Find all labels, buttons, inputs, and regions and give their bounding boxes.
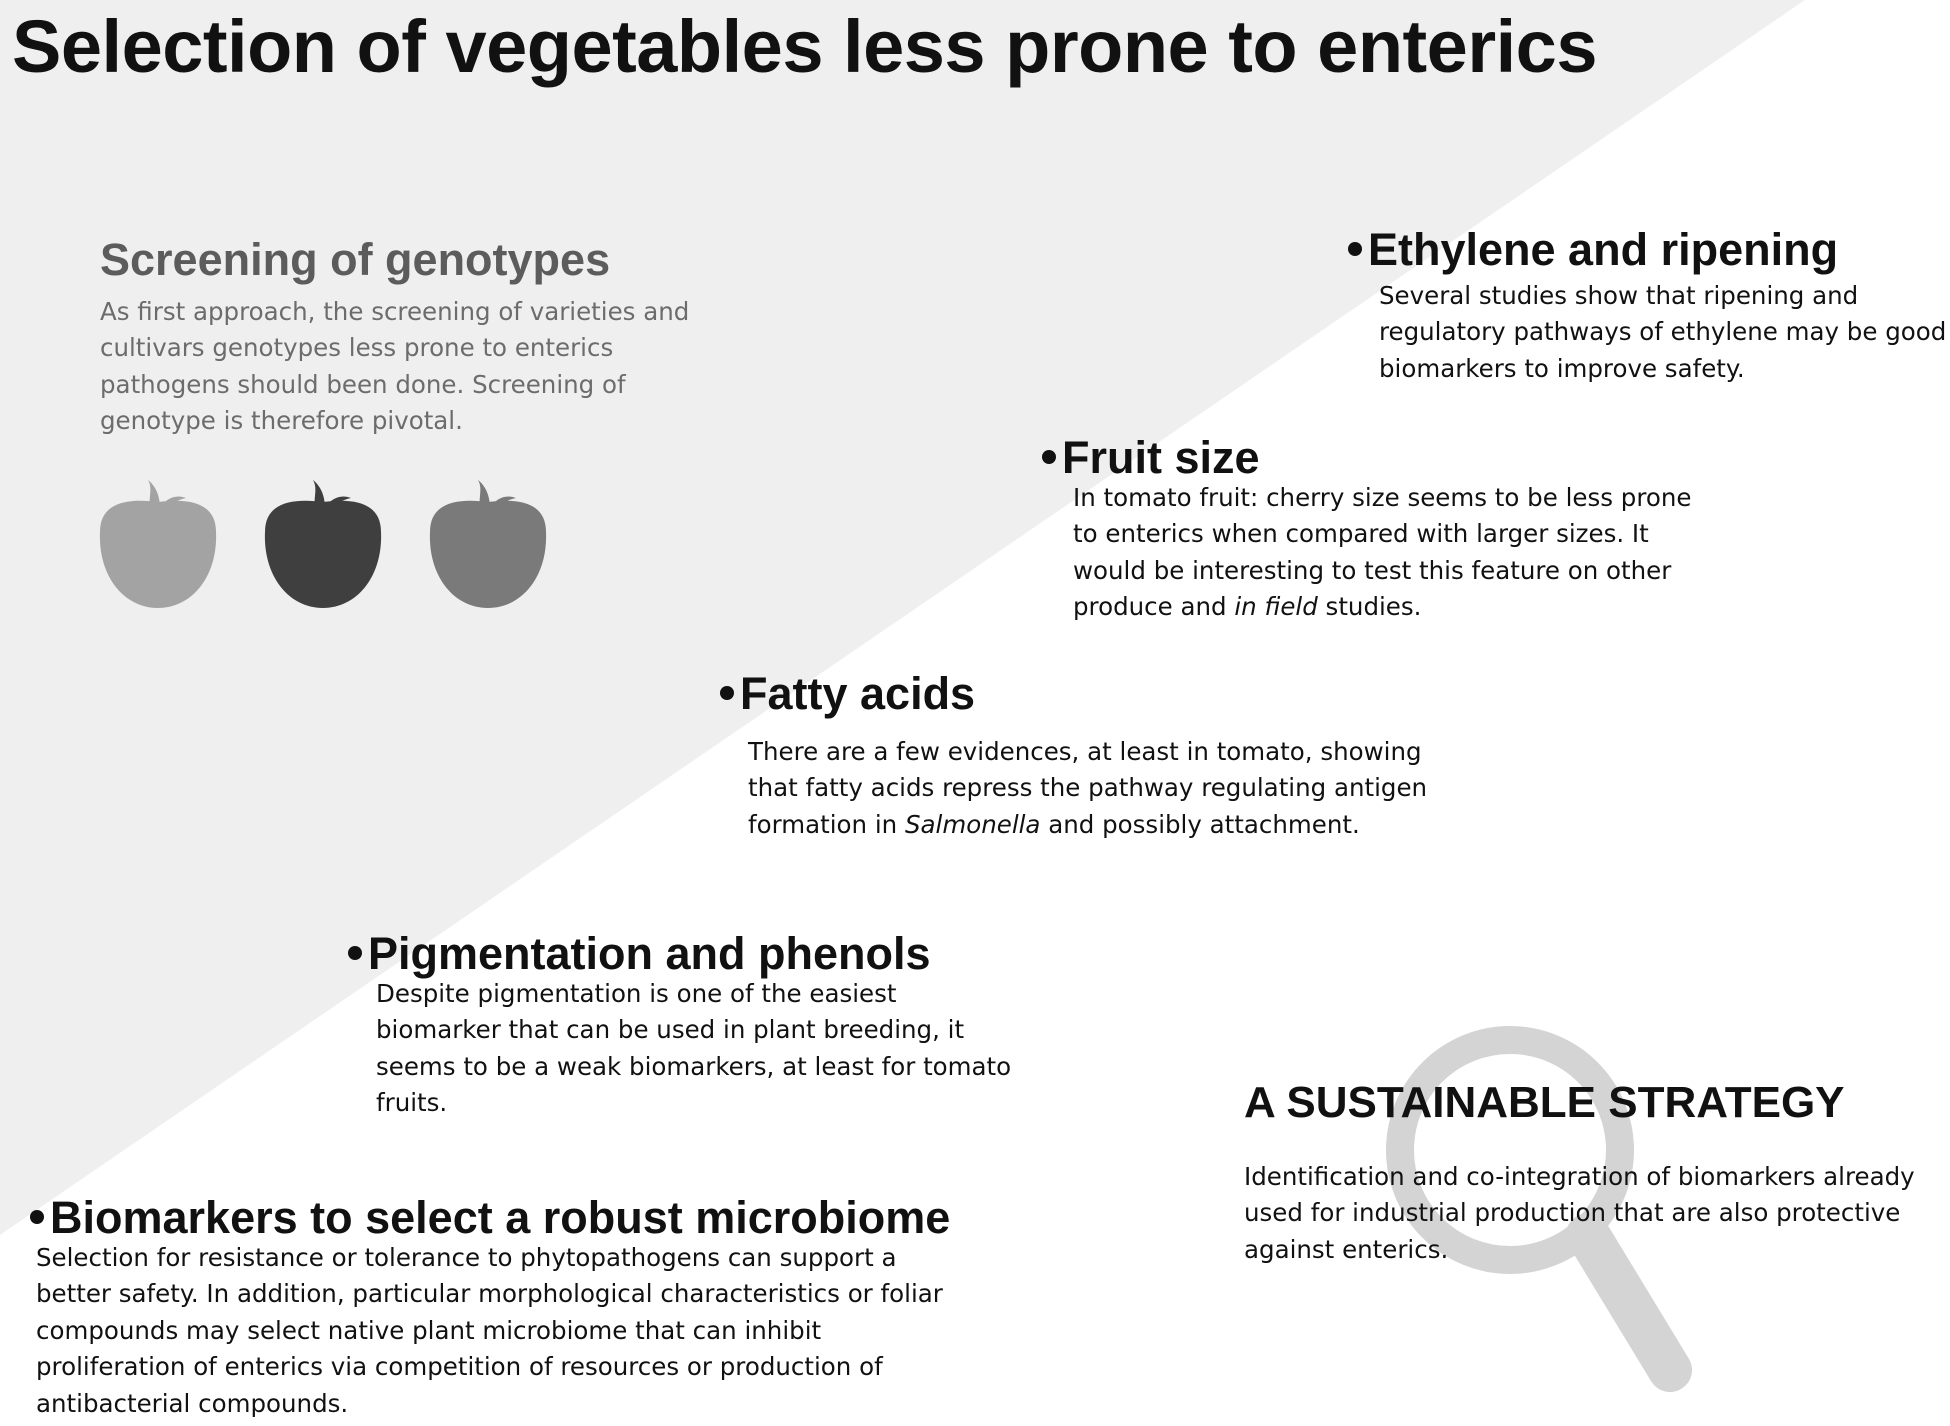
pigmentation-line: fruits. xyxy=(376,1088,448,1118)
screening-line: As first approach, the screening of varieties and xyxy=(100,296,690,326)
biomarkers-heading xyxy=(30,1192,1030,1244)
fatty-acids-heading xyxy=(720,668,1480,720)
fatty-acids-heading-text: Fatty acids xyxy=(740,668,976,719)
bullet-icon xyxy=(30,1210,44,1224)
fruit-size-line-pre: produce and xyxy=(1073,592,1235,622)
screening-text xyxy=(100,294,740,440)
fruit-size-heading xyxy=(1042,432,1742,484)
pigmentation-heading xyxy=(348,928,1088,980)
fruit-size-heading-text: Fruit size xyxy=(1062,432,1260,483)
ethylene-heading xyxy=(1348,224,1948,276)
biomarkers-line: proliferation of enterics via competition of resources or production of xyxy=(36,1352,883,1382)
fatty-acids-line-pre: formation in xyxy=(748,809,905,839)
bullet-icon xyxy=(720,686,734,700)
bullet-icon xyxy=(348,946,362,960)
pigmentation-text xyxy=(376,976,1088,1122)
fatty-acids-section xyxy=(720,668,1480,843)
ethylene-heading-text: Ethylene and ripening xyxy=(1368,224,1839,275)
fruit-size-section xyxy=(1042,432,1742,626)
tomato-icon xyxy=(265,480,381,608)
sustainable-heading: A SUSTAINABLE STRATEGY xyxy=(1244,1078,1845,1127)
fruit-size-line: to enterics when compared with larger sizes. It xyxy=(1073,519,1649,549)
ethylene-section xyxy=(1348,224,1948,387)
bullet-icon xyxy=(1042,450,1056,464)
biomarkers-text xyxy=(36,1240,1030,1423)
biomarkers-line: better safety. In addition, particular morphological characteristics or foliar xyxy=(36,1279,943,1309)
screening-line: genotype is therefore pivotal. xyxy=(100,406,463,436)
ethylene-line: biomarkers to improve safety. xyxy=(1379,353,1745,383)
fatty-acids-line: There are a few evidences, at least in tomato, showing xyxy=(748,736,1422,766)
fruit-size-line: In tomato fruit: cherry size seems to be less prone xyxy=(1073,482,1692,512)
fruit-size-line-post: studies. xyxy=(1317,592,1422,622)
pigmentation-line: seems to be a weak biomarkers, at least for tomato xyxy=(376,1051,1012,1081)
pigmentation-heading-text: Pigmentation and phenols xyxy=(368,928,931,979)
biomarkers-heading-text: Biomarkers to select a robust microbiome xyxy=(50,1192,951,1243)
biomarkers-line: antibacterial compounds. xyxy=(36,1388,349,1418)
biomarkers-line: compounds may select native plant microbiome that can inhibit xyxy=(36,1315,822,1345)
fatty-acids-italic: Salmonella xyxy=(904,809,1041,839)
screening-section xyxy=(100,234,740,440)
fatty-acids-text xyxy=(748,734,1480,844)
ethylene-line: Several studies show that ripening and xyxy=(1379,280,1859,310)
screening-heading: Screening of genotypes xyxy=(100,234,611,285)
fruit-size-line: would be interesting to test this feature on other xyxy=(1073,555,1672,585)
biomarkers-section xyxy=(30,1192,1030,1422)
screening-line: pathogens should been done. Screening of xyxy=(100,369,626,399)
fruit-size-text xyxy=(1073,480,1742,626)
tomato-icons xyxy=(88,470,568,620)
fatty-acids-line: that fatty acids repress the pathway regulating antigen xyxy=(748,773,1428,803)
ethylene-line: regulatory pathways of ethylene may be good xyxy=(1379,317,1947,347)
sustainable-text xyxy=(1244,1159,1944,1269)
screening-line: cultivars genotypes less prone to enterics xyxy=(100,333,614,363)
sustainable-line: Identification and co-integration of biomarkers already xyxy=(1244,1161,1915,1191)
bullet-icon xyxy=(1348,242,1362,256)
tomato-icon xyxy=(100,480,216,608)
sustainable-line: against enterics. xyxy=(1244,1234,1449,1264)
page-title: Selection of vegetables less prone to enterics xyxy=(12,5,1597,88)
fatty-acids-line-post: and possibly attachment. xyxy=(1040,809,1360,839)
pigmentation-section xyxy=(348,928,1088,1122)
fruit-size-italic: in field xyxy=(1234,592,1318,622)
pigmentation-line: Despite pigmentation is one of the easiest xyxy=(376,978,897,1008)
ethylene-text xyxy=(1379,278,1948,388)
sustainable-line: used for industrial production that are also protective xyxy=(1244,1198,1901,1228)
tomato-icon xyxy=(430,480,546,608)
sustainable-strategy-section xyxy=(1244,1078,1944,1268)
biomarkers-line: Selection for resistance or tolerance to phytopathogens can support a xyxy=(36,1242,897,1272)
pigmentation-line: biomarker that can be used in plant breeding, it xyxy=(376,1015,965,1045)
